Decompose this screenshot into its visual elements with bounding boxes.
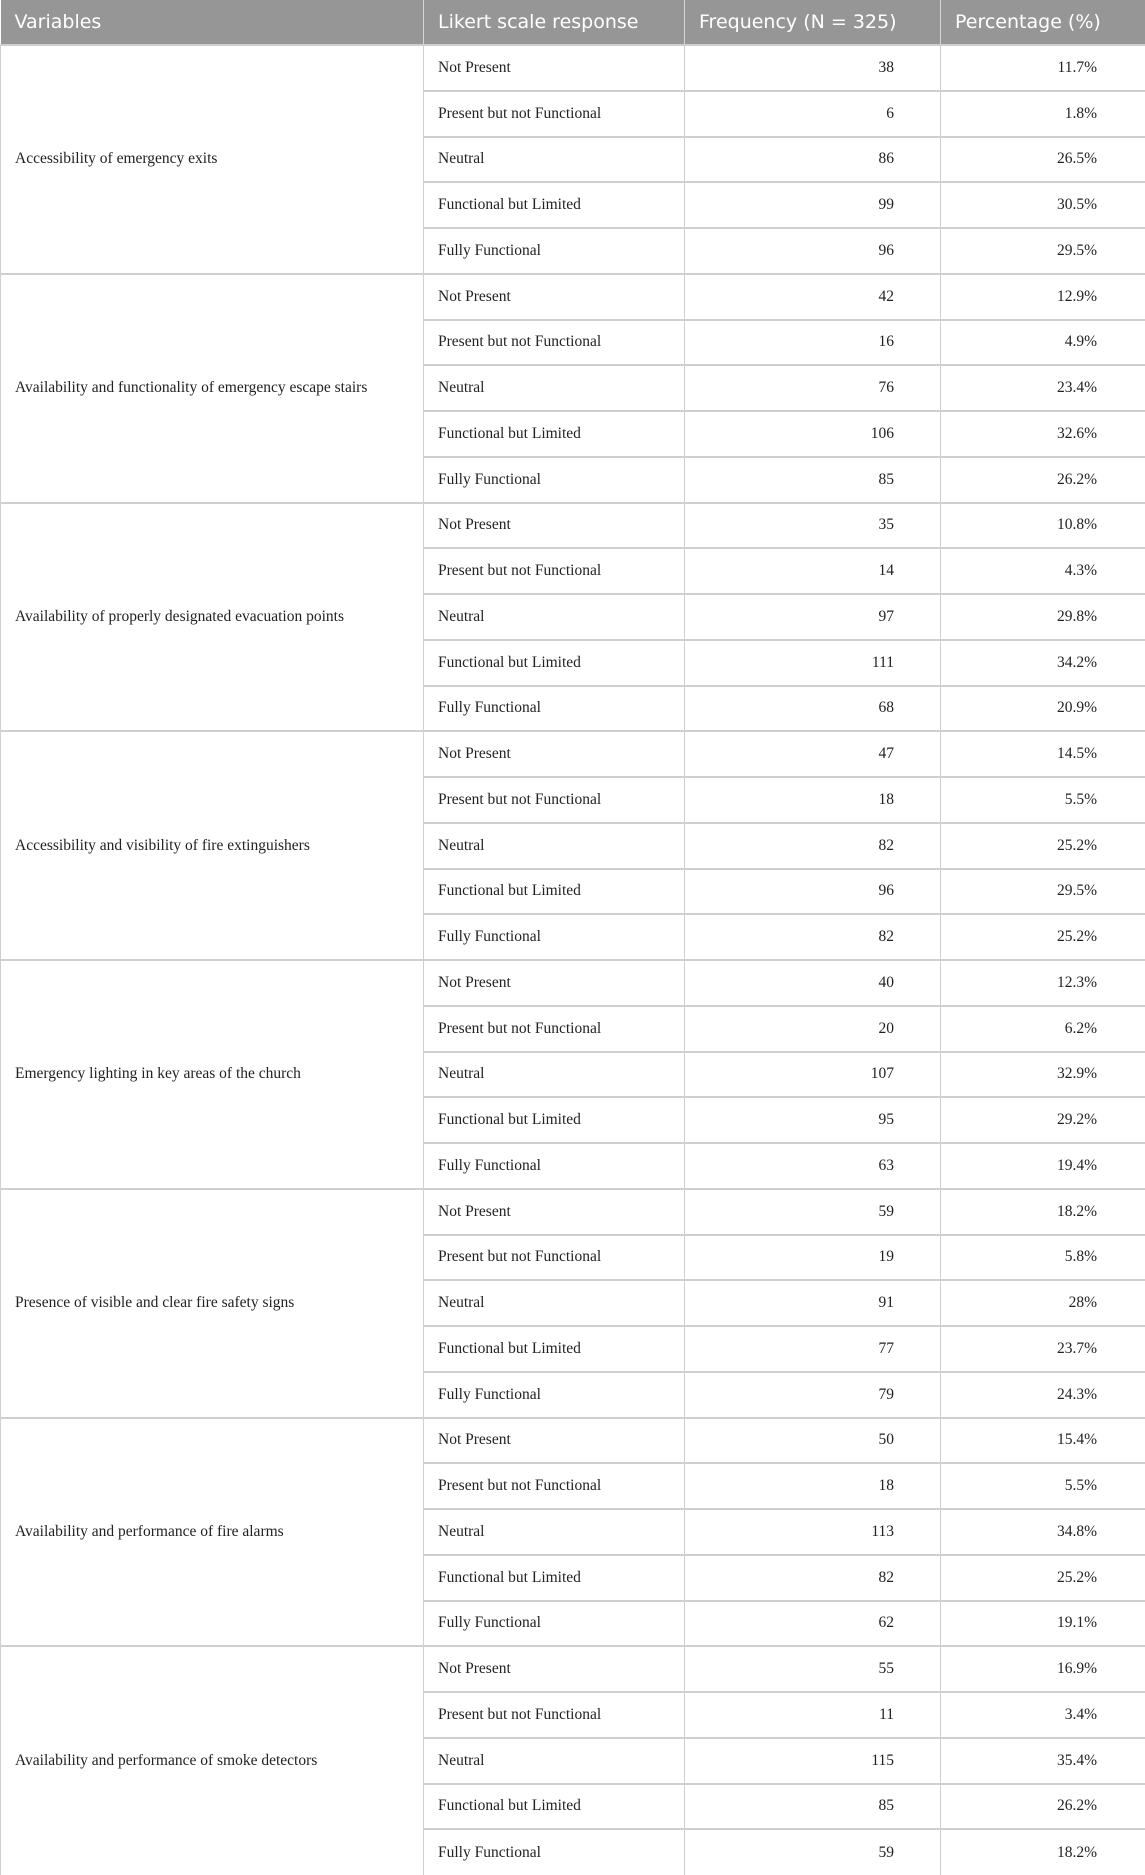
frequency-cell: 115	[685, 1738, 941, 1784]
percentage-cell: 26.2%	[941, 1784, 1145, 1830]
frequency-cell: 113	[685, 1509, 941, 1555]
frequency-cell: 18	[685, 777, 941, 823]
frequency-cell: 42	[685, 274, 941, 320]
variable-cell: Availability of properly designated evacuation points	[1, 503, 424, 732]
response-cell: Fully Functional	[424, 1601, 685, 1647]
percentage-cell: 34.8%	[941, 1509, 1145, 1555]
response-cell: Present but not Functional	[424, 320, 685, 366]
response-cell: Not Present	[424, 1189, 685, 1235]
percentage-cell: 5.5%	[941, 777, 1145, 823]
variable-cell: Emergency lighting in key areas of the church	[1, 960, 424, 1189]
response-cell: Present but not Functional	[424, 91, 685, 137]
response-cell: Not Present	[424, 45, 685, 91]
variable-cell: Availability and performance of smoke detectors	[1, 1646, 424, 1875]
response-cell: Fully Functional	[424, 914, 685, 960]
frequency-cell: 16	[685, 320, 941, 366]
frequency-cell: 111	[685, 640, 941, 686]
table-row	[1, 1189, 1145, 1235]
frequency-cell: 86	[685, 137, 941, 183]
frequency-cell: 47	[685, 731, 941, 777]
frequency-cell: 96	[685, 228, 941, 274]
percentage-cell: 24.3%	[941, 1372, 1145, 1418]
percentage-cell: 32.6%	[941, 411, 1145, 457]
header-percentage: Percentage (%)	[941, 0, 1145, 45]
percentage-cell: 29.5%	[941, 228, 1145, 274]
variable-cell: Accessibility and visibility of fire extinguishers	[1, 731, 424, 960]
percentage-cell: 34.2%	[941, 640, 1145, 686]
percentage-cell: 26.5%	[941, 137, 1145, 183]
header-likert: Likert scale response	[424, 0, 685, 45]
percentage-cell: 4.3%	[941, 548, 1145, 594]
frequency-cell: 55	[685, 1646, 941, 1692]
frequency-cell: 96	[685, 869, 941, 915]
percentage-cell: 20.9%	[941, 686, 1145, 732]
percentage-cell: 30.5%	[941, 182, 1145, 228]
response-cell: Present but not Functional	[424, 548, 685, 594]
response-cell: Functional but Limited	[424, 182, 685, 228]
percentage-cell: 4.9%	[941, 320, 1145, 366]
percentage-cell: 12.3%	[941, 960, 1145, 1006]
percentage-cell: 15.4%	[941, 1418, 1145, 1464]
response-cell: Neutral	[424, 823, 685, 869]
table-row	[1, 1418, 1145, 1464]
response-cell: Fully Functional	[424, 228, 685, 274]
frequency-cell: 79	[685, 1372, 941, 1418]
percentage-cell: 23.4%	[941, 365, 1145, 411]
response-cell: Not Present	[424, 274, 685, 320]
table-row	[1, 503, 1145, 549]
frequency-cell: 82	[685, 914, 941, 960]
percentage-cell: 14.5%	[941, 731, 1145, 777]
frequency-cell: 59	[685, 1829, 941, 1875]
table-row	[1, 731, 1145, 777]
response-cell: Fully Functional	[424, 1829, 685, 1875]
response-cell: Neutral	[424, 1509, 685, 1555]
header-row	[1, 0, 1145, 45]
frequency-cell: 91	[685, 1280, 941, 1326]
percentage-cell: 25.2%	[941, 823, 1145, 869]
response-cell: Functional but Limited	[424, 1555, 685, 1601]
percentage-cell: 29.8%	[941, 594, 1145, 640]
table-row	[1, 960, 1145, 1006]
variable-cell: Accessibility of emergency exits	[1, 45, 424, 274]
frequency-cell: 50	[685, 1418, 941, 1464]
frequency-cell: 77	[685, 1326, 941, 1372]
percentage-cell: 29.2%	[941, 1097, 1145, 1143]
percentage-cell: 25.2%	[941, 1555, 1145, 1601]
percentage-cell: 32.9%	[941, 1052, 1145, 1098]
percentage-cell: 28%	[941, 1280, 1145, 1326]
header-variables: Variables	[1, 0, 424, 45]
percentage-cell: 1.8%	[941, 91, 1145, 137]
response-cell: Neutral	[424, 1052, 685, 1098]
percentage-cell: 23.7%	[941, 1326, 1145, 1372]
variable-cell: Presence of visible and clear fire safety signs	[1, 1189, 424, 1418]
frequency-cell: 99	[685, 182, 941, 228]
response-cell: Present but not Functional	[424, 1463, 685, 1509]
response-cell: Functional but Limited	[424, 1097, 685, 1143]
frequency-cell: 19	[685, 1235, 941, 1281]
percentage-cell: 10.8%	[941, 503, 1145, 549]
frequency-cell: 6	[685, 91, 941, 137]
frequency-cell: 59	[685, 1189, 941, 1235]
frequency-cell: 106	[685, 411, 941, 457]
frequency-cell: 85	[685, 457, 941, 503]
percentage-cell: 35.4%	[941, 1738, 1145, 1784]
percentage-cell: 19.4%	[941, 1143, 1145, 1189]
percentage-cell: 5.5%	[941, 1463, 1145, 1509]
percentage-cell: 25.2%	[941, 914, 1145, 960]
frequency-cell: 35	[685, 503, 941, 549]
response-cell: Present but not Functional	[424, 1235, 685, 1281]
response-cell: Neutral	[424, 594, 685, 640]
frequency-cell: 82	[685, 1555, 941, 1601]
variable-cell: Availability and performance of fire alarms	[1, 1418, 424, 1647]
frequency-cell: 76	[685, 365, 941, 411]
response-cell: Fully Functional	[424, 1372, 685, 1418]
response-cell: Present but not Functional	[424, 777, 685, 823]
response-cell: Neutral	[424, 137, 685, 183]
frequency-cell: 40	[685, 960, 941, 1006]
frequency-cell: 11	[685, 1692, 941, 1738]
frequency-cell: 97	[685, 594, 941, 640]
response-cell: Functional but Limited	[424, 869, 685, 915]
percentage-cell: 29.5%	[941, 869, 1145, 915]
table-row	[1, 45, 1145, 91]
percentage-cell: 3.4%	[941, 1692, 1145, 1738]
percentage-cell: 16.9%	[941, 1646, 1145, 1692]
response-cell: Functional but Limited	[424, 640, 685, 686]
response-cell: Functional but Limited	[424, 411, 685, 457]
percentage-cell: 5.8%	[941, 1235, 1145, 1281]
response-cell: Not Present	[424, 1646, 685, 1692]
table-row	[1, 274, 1145, 320]
response-cell: Present but not Functional	[424, 1692, 685, 1738]
response-cell: Neutral	[424, 1738, 685, 1784]
percentage-cell: 26.2%	[941, 457, 1145, 503]
percentage-cell: 6.2%	[941, 1006, 1145, 1052]
response-cell: Not Present	[424, 1418, 685, 1464]
response-cell: Neutral	[424, 365, 685, 411]
response-cell: Functional but Limited	[424, 1326, 685, 1372]
frequency-cell: 68	[685, 686, 941, 732]
response-cell: Functional but Limited	[424, 1784, 685, 1830]
response-cell: Neutral	[424, 1280, 685, 1326]
response-cell: Present but not Functional	[424, 1006, 685, 1052]
response-cell: Not Present	[424, 960, 685, 1006]
frequency-cell: 95	[685, 1097, 941, 1143]
response-cell: Not Present	[424, 731, 685, 777]
frequency-cell: 63	[685, 1143, 941, 1189]
frequency-cell: 82	[685, 823, 941, 869]
table-row	[1, 1646, 1145, 1692]
frequency-cell: 18	[685, 1463, 941, 1509]
frequency-cell: 85	[685, 1784, 941, 1830]
frequency-cell: 107	[685, 1052, 941, 1098]
percentage-cell: 12.9%	[941, 274, 1145, 320]
frequency-cell: 62	[685, 1601, 941, 1647]
header-frequency: Frequency (N = 325)	[685, 0, 941, 45]
percentage-cell: 18.2%	[941, 1829, 1145, 1875]
response-cell: Fully Functional	[424, 1143, 685, 1189]
frequency-cell: 38	[685, 45, 941, 91]
response-cell: Fully Functional	[424, 457, 685, 503]
response-cell: Not Present	[424, 503, 685, 549]
response-cell: Fully Functional	[424, 686, 685, 732]
percentage-cell: 19.1%	[941, 1601, 1145, 1647]
percentage-cell: 18.2%	[941, 1189, 1145, 1235]
variable-cell: Availability and functionality of emergency escape stairs	[1, 274, 424, 503]
frequency-cell: 14	[685, 548, 941, 594]
percentage-cell: 11.7%	[941, 45, 1145, 91]
frequency-cell: 20	[685, 1006, 941, 1052]
